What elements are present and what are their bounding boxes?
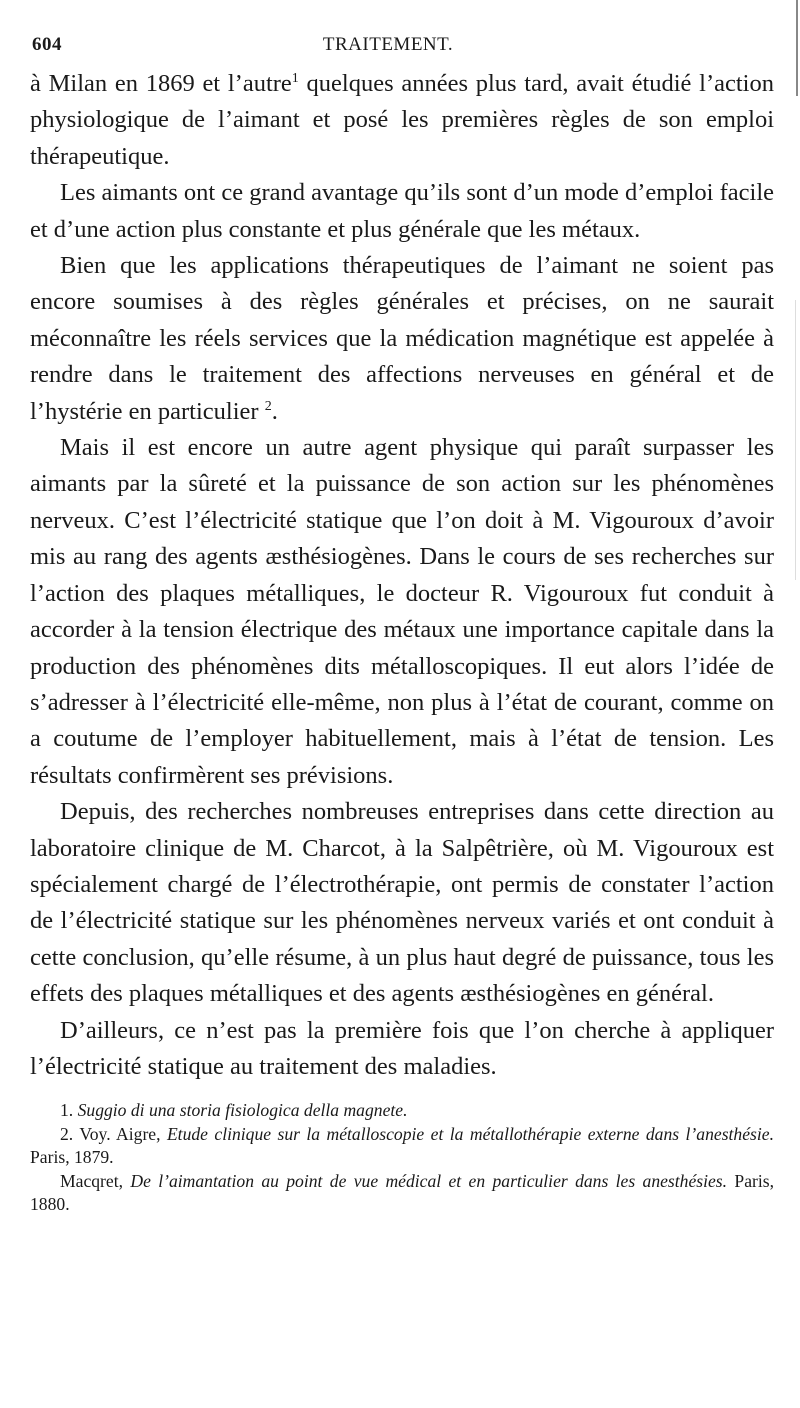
footnote-3-publication: Paris, 1880. (30, 1170, 774, 1215)
footnote-1-title: Suggio di una storia fisiologica della magnete. (77, 1100, 408, 1121)
paragraph-2: Les aimants ont ce grand avantage qu’ils sont d’un mode d’emploi facile et d’une action plus constante et plus générale que les métaux. (30, 179, 774, 243)
paragraph-4: Mais il est encore un autre agent physique qui paraît surpasser les aimants par la sûreté et la puissance de son action sur les phénomènes nerveux. C’est l’électricité statique que l’on doit à M. Vigouroux d’avoir mis au rang des agents æsthésiogènes. Dans le cours de ses recherches sur l’action des plaques métalliques, le docteur R. Vigouroux fut conduit à accorder à la tension électrique des métaux une importance capitale dans la production des phénomènes dits métalloscopiques. Il eut alors l’idée de s’adresser à l’électricité elle-même, non plus à l’état de courant, comme on a coutume de l’employer habituellement, mais à l’état de tension. Les résultats confirmèrent ses prévisions. (30, 434, 774, 789)
footnotes (30, 1099, 774, 1217)
running-title: TRAITEMENT. (322, 34, 454, 55)
body-text (30, 66, 774, 1085)
paragraph-1-rest: quelques années plus tard, avait étudié l’action physiologique de l’aimant et posé les premières règles de son emploi thérapeutique. (30, 70, 774, 170)
paragraph-3 (30, 248, 774, 430)
footnote-1-number: 1. (60, 1100, 74, 1121)
footnote-ref-1: 1 (291, 70, 299, 86)
footnote-2-title: Etude clinique sur la métalloscopie et la métallothérapie externe dans l’anesthésie. (166, 1123, 774, 1144)
page-number: 604 (32, 34, 62, 55)
footnote-2-number: 2. (60, 1123, 74, 1144)
footnote-ref-2: 2 (264, 398, 272, 414)
paragraph-3-text: Bien que les applications thérapeutiques de l’aimant ne soient pas encore soumises à des règles générales et précises, on ne saurait méconnaître les réels services que la médication magnétique est appelée à rendre dans le traitement des affections nerveuses en général et de l’hystérie en particulier (30, 252, 774, 425)
footnote-3-title: De l’aimantation au point de vue médical et en particulier dans les anesthésies. (130, 1170, 728, 1191)
footnote-2-author: Voy. Aigre, (79, 1123, 161, 1144)
footnote-3 (30, 1170, 774, 1217)
scan-edge-mark (796, 0, 798, 96)
paragraph-5: Depuis, des recherches nombreuses entreprises dans cette direction au laboratoire clinique de M. Charcot, à la Salpêtrière, où M. Vigouroux est spécialement chargé de l’électrothérapie, ont permis de constater l’action de l’électricité statique sur les phénomènes nerveux variés et ont conduit à cette conclusion, qu’elle résume, à un plus haut degré de puissance, tous les effets des plaques métalliques et des agents æsthésiogènes en général. (30, 798, 774, 1008)
footnote-3-author: Macqret, (60, 1170, 124, 1191)
page-header (30, 34, 774, 56)
footnote-2 (30, 1123, 774, 1170)
scan-edge-shadow (795, 300, 796, 580)
paragraph-6: D’ailleurs, ce n’est pas la première fois que l’on cherche à appliquer l’électricité statique au traitement des maladies. (30, 1016, 774, 1080)
paragraph-3-end: . (271, 397, 278, 425)
footnote-2-publication: Paris, 1879. (30, 1147, 114, 1168)
paragraph-1 (30, 66, 774, 175)
paragraph-1-start: à Milan en 1869 et l’autre (30, 70, 292, 97)
footnote-1 (30, 1099, 774, 1123)
